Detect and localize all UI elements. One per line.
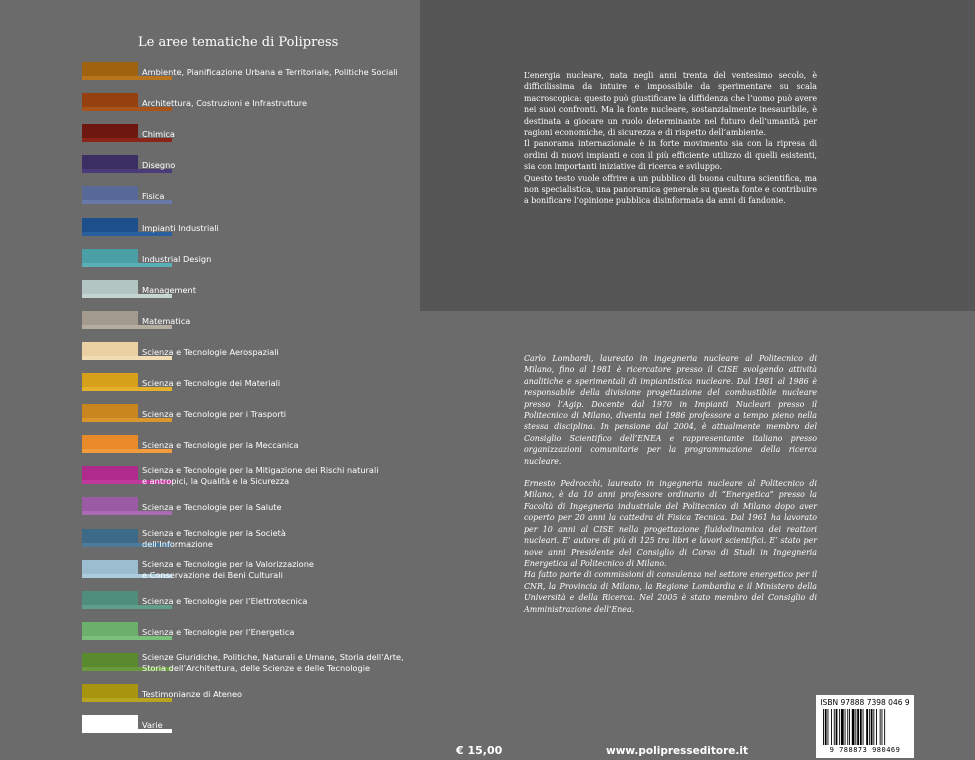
price: € 15,00: [456, 744, 503, 757]
blurb-paragraph: Questo testo vuole offrire a un pubblico di buona cultura scientifica, ma non specialistica, una panoramica generale su questa fonte e contribuire a bonificare l’opinione pubblica disinformata da anni di fandonie.: [524, 173, 817, 206]
barcode-bar: [834, 709, 835, 745]
isbn-label: ISBN 97888 7398 046 9: [820, 698, 910, 707]
area-color-swatch: [82, 218, 138, 232]
area-label: Management: [142, 285, 196, 295]
barcode-bar: [876, 709, 877, 745]
area-label: Scienza e Tecnologie per l’Energetica: [142, 627, 295, 637]
area-color-swatch: [82, 653, 138, 667]
blurb-paragraph: Il panorama internazionale è in forte movimento sia con la ripresa di ordini di nuovi impianti e con il più efficiente utilizzo di quelli esistenti, sia con importanti iniziative di ricerca e sviluppo.: [524, 139, 817, 172]
isbn-barcode: [816, 695, 914, 758]
area-color-swatch: [82, 186, 138, 200]
area-color-swatch: [82, 622, 138, 636]
area-item: [82, 497, 412, 521]
area-item: [82, 186, 412, 210]
area-item: [82, 715, 412, 739]
barcode-bar: [869, 709, 870, 745]
area-color-swatch: [82, 373, 138, 387]
area-item: [82, 311, 412, 335]
area-color-swatch: [82, 311, 138, 325]
area-item: [82, 435, 412, 459]
author-bios: [524, 353, 817, 615]
area-item: [82, 155, 412, 179]
area-item: [82, 249, 412, 273]
barcode-bar: [855, 709, 856, 745]
area-color-swatch: [82, 249, 138, 263]
author-bio-pedrocchi-continued: Ha fatto parte di commissioni di consulenza nel settore energetico per il CNR, la Provincia di Milano, la Regione Lombardia e il Ministero della Università e della Ricerca. Nel 2005 è stato membro del Consiglio di Amministrazione dell’Enea.: [524, 570, 817, 614]
area-item: [82, 684, 412, 708]
area-color-swatch: [82, 155, 138, 169]
barcode-bars: [823, 709, 907, 745]
area-label: Ambiente, Pianificazione Urbana e Territoriale, Politiche Sociali: [142, 67, 398, 77]
area-label: Fisica: [142, 191, 165, 201]
barcode-bar: [852, 709, 855, 745]
area-label: Scienza e Tecnologie per la Società dell’Informazione: [142, 528, 286, 549]
area-color-swatch: [82, 342, 138, 356]
area-color-swatch: [82, 62, 138, 76]
area-label: Chimica: [142, 129, 175, 139]
barcode-bar: [880, 709, 881, 745]
barcode-bar: [839, 709, 840, 745]
area-label: Scienza e Tecnologie per i Trasporti: [142, 409, 287, 419]
barcode-bar: [884, 709, 885, 745]
area-color-swatch: [82, 529, 138, 543]
author-bio-pedrocchi: Ernesto Pedrocchi, laureato in ingegneria nucleare al Politecnico di Milano, è da 10 anni professore ordinario di “Energetica” presso la Facoltà di Ingegneria industriale del Politecnico di Milano dopo aver coperto per 20 anni la cattedra di Fisica Tecnica. Dal 1961 ha lavorato per 10 anni al CISE nella progettazione fluidodinamica dei reattori nucleari. E’ autore di più di 125 tra libri e lavori scientifici. E’ stato per nove anni Presidente del Consiglio di Corso di Studi in Ingegneria Energetica al Politecnico di Milano.: [524, 479, 817, 568]
barcode-bar: [825, 709, 827, 745]
area-item: [82, 342, 412, 366]
area-item: [82, 653, 412, 677]
area-label: Scienza e Tecnologie per l’Elettrotecnica: [142, 596, 308, 606]
area-color-swatch: [82, 560, 138, 574]
area-color-swatch: [82, 715, 138, 729]
barcode-bar: [845, 709, 846, 745]
area-color-swatch: [82, 93, 138, 107]
barcode-bar: [860, 709, 862, 745]
area-color-swatch: [82, 466, 138, 480]
areas-title: Le aree tematiche di Polipress: [138, 35, 339, 50]
area-label: Scienza e Tecnologie Aerospaziali: [142, 347, 279, 357]
barcode-bar: [849, 709, 850, 745]
barcode-bar: [847, 709, 848, 745]
barcode-bar: [823, 709, 824, 745]
area-item: [82, 404, 412, 428]
area-item: [82, 218, 412, 242]
area-label: Scienze Giuridiche, Politiche, Naturali e Umane, Storia dell’Arte, Storia dell’Architettura, delle Scienze e delle Tecnologie: [142, 652, 404, 673]
area-item: [82, 93, 412, 117]
book-blurb: [524, 70, 817, 207]
barcode-digits: 9 788873 980469: [829, 746, 901, 754]
barcode-bar: [882, 709, 883, 745]
area-item: [82, 529, 412, 553]
area-label: Varie: [142, 720, 163, 730]
area-color-swatch: [82, 124, 138, 138]
area-label: Industrial Design: [142, 254, 212, 264]
area-label: Architettura, Costruzioni e Infrastrutture: [142, 98, 307, 108]
blurb-paragraph: L’energia nucleare, nata negli anni trenta del ventesimo secolo, è difficilissima da intuire e impossibile da sperimentare su scala macroscopica: questo può giustificare la diffidenza che l’uomo può avere nei suoi confronti. Ma la fonte nucleare, sostanzialmente inesauribile, è destinata a giocare un ruolo determinante nel futuro dell’umanità per ragioni economiche, di sicurezza e di rispetto dell’ambiente.: [524, 71, 817, 138]
barcode-bar: [836, 709, 838, 745]
area-label: Impianti Industriali: [142, 223, 219, 233]
area-label: Scienza e Tecnologie per la Valorizzazione e Conservazione dei Beni Culturali: [142, 559, 314, 580]
area-item: [82, 622, 412, 646]
barcode-bar: [873, 709, 874, 745]
area-label: Scienza e Tecnologie per la Meccanica: [142, 440, 299, 450]
area-item: [82, 591, 412, 615]
area-label: Scienza e Tecnologie per la Mitigazione dei Rischi naturali e antropici, la Qualità e la Sicurezza: [142, 465, 379, 486]
barcode-bar: [866, 709, 868, 745]
area-item: [82, 124, 412, 148]
area-item: [82, 466, 412, 490]
area-color-swatch: [82, 497, 138, 511]
publisher-website[interactable]: www.polipresseditore.it: [606, 745, 749, 757]
area-label: Testimonianze di Ateneo: [142, 689, 243, 699]
area-label: Disegno: [142, 160, 176, 170]
area-label: Scienza e Tecnologie per la Salute: [142, 502, 282, 512]
area-color-swatch: [82, 591, 138, 605]
area-color-swatch: [82, 684, 138, 698]
area-item: [82, 373, 412, 397]
barcode-bar: [841, 709, 844, 745]
area-color-swatch: [82, 404, 138, 418]
barcode-bar: [831, 709, 832, 745]
barcode-bar: [871, 709, 873, 745]
area-label: Matematica: [142, 316, 191, 326]
area-color-swatch: [82, 435, 138, 449]
area-item: [82, 62, 412, 86]
barcode-bar: [828, 709, 829, 745]
area-label: Scienza e Tecnologie dei Materiali: [142, 378, 281, 388]
barcode-bar: [857, 709, 859, 745]
area-color-swatch: [82, 280, 138, 294]
area-item: [82, 280, 412, 304]
author-bio-lombardi: Carlo Lombardi, laureato in ingegneria nucleare al Politecnico di Milano, fino al 1981 è ricercatore presso il CISE svolgendo attività analitiche e sperimentali di impiantistica nucleare. Dal 1981 al 1986 è responsabile della divisione progettazione del combustibile nucleare presso l’Agip. Docente dal 1970 in Impianti Nucleari presso il Politecnico di Milano, diventa nel 1986 professore a tempo pieno nella stessa disciplina. In pensione dal 2004, è attualmente membro del Consiglio Scientifico dell’ENEA e rappresentante italiano presso organizzazioni comunitarie per la programmazione della ricerca nucleare.: [524, 354, 817, 466]
area-item: [82, 560, 412, 584]
barcode-bar: [863, 709, 864, 745]
